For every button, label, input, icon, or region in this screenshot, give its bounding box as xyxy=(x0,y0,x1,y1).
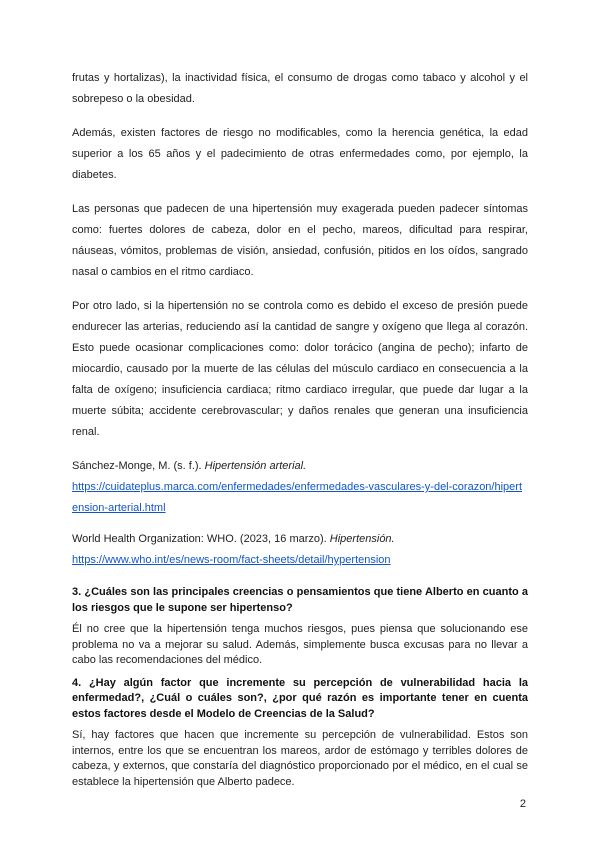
document-page xyxy=(72,68,528,790)
reference-title: Hipertensión arterial. xyxy=(204,460,307,472)
reference-author: World Health Organization: WHO. (2023, 16 marzo). xyxy=(72,533,330,545)
paragraph-symptoms: Las personas que padecen de una hipertensión muy exagerada pueden padecer síntomas como: fuertes dolores de cabeza, dolor en el pecho, mareos, dificultad para respirar, náuseas, vómitos, problemas de visión, ansiedad, confusión, pitidos en los oídos, sangrado nasal o cambios en el ritmo cardiaco. xyxy=(72,203,528,278)
page-number: 2 xyxy=(519,798,526,810)
reference-link-cuidateplus[interactable]: https://cuidateplus.marca.com/enfermedades/enfermedades-vasculares-y-del-corazon/hipertension-arterial.html xyxy=(72,481,522,514)
question-4-heading: 4. ¿Hay algún factor que incremente su percepción de vulnerabilidad hacia la enfermedad?, ¿Cuál o cuáles son?, ¿por qué razón es importante tener en cuenta estos factores desde el Modelo de Creencias de la Salud? xyxy=(72,676,528,720)
reference-who xyxy=(72,529,528,571)
reference-sanchez-monge xyxy=(72,456,528,519)
reference-author: Sánchez-Monge, M. (s. f.). xyxy=(72,460,205,472)
paragraph-risk-factors-modifiable: frutas y hortalizas), la inactividad física, el consumo de drogas como tabaco y alcohol y el sobrepeso o la obesidad. xyxy=(72,72,528,105)
question-3-answer: Él no cree que la hipertensión tenga muchos riesgos, pues piensa que solucionando ese problema no va a mejorar su salud. Además, simplemente busca excusas para no llevar a cabo las recomendaciones del médico. xyxy=(72,623,528,666)
reference-title: Hipertensión. xyxy=(329,533,395,545)
paragraph-complications: Por otro lado, si la hipertensión no se controla como es debido el exceso de presión puede endurecer las arterias, reduciendo así la cantidad de sangre y oxígeno que llega al corazón. Esto puede ocasionar complicaciones como: dolor torácico (angina de pecho); infarto de miocardio, causado por la muerte de las células del músculo cardiaco en consecuencia a la falta de oxígeno; insuficiencia cardiaca; ritmo cardiaco irregular, que puede dar lugar a la muerte súbita; accidente cerebrovascular; y daños renales que generan una insuficiencia renal. xyxy=(72,300,528,438)
question-4-answer: Sí, hay factores que hacen que incremente su percepción de vulnerabilidad. Estos son internos, entre los que se encuentran los mareos, ardor de estómago y terribles dolores de cabeza, y externos, que constaría del diagnóstico proporcionado por el médico, en el cual se establece la hipertensión que Alberto padece. xyxy=(72,729,528,788)
reference-link-who[interactable]: https://www.who.int/es/news-room/fact-sheets/detail/hypertension xyxy=(72,554,391,566)
paragraph-risk-factors-non-modifiable: Además, existen factores de riesgo no modificables, como la herencia genética, la edad superior a los 65 años y el padecimiento de otras enfermedades como, por ejemplo, la diabetes. xyxy=(72,127,528,181)
question-3-heading: 3. ¿Cuáles son las principales creencias o pensamientos que tiene Alberto en cuanto a los riesgos que le supone ser hipertenso? xyxy=(72,586,528,614)
